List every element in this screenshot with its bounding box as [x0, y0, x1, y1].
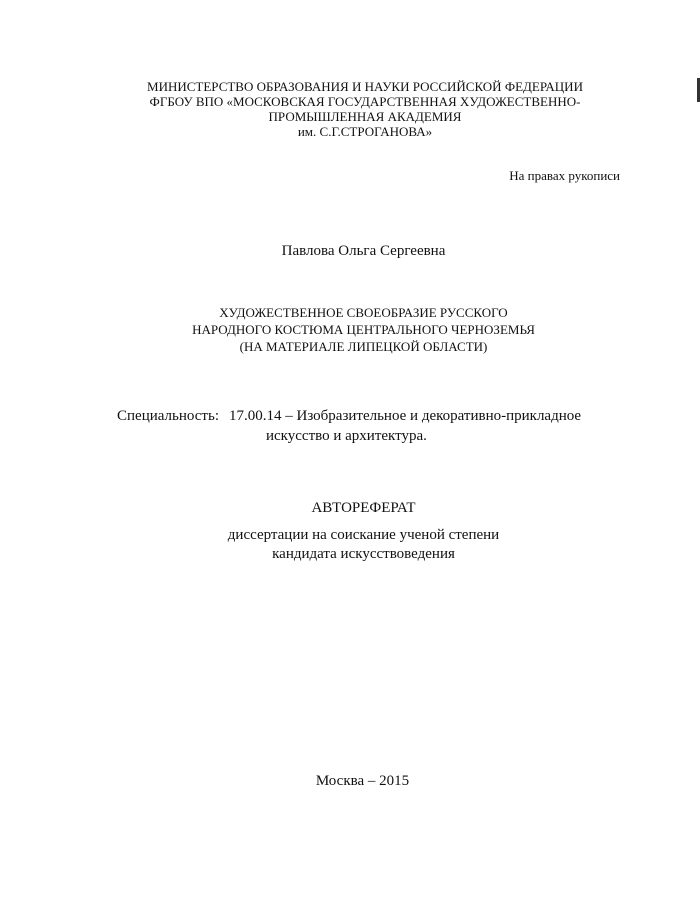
author-name: Павлова Ольга Сергеевна — [281, 243, 446, 259]
abstract-line-1: диссертации на соискание ученой степени — [227, 527, 500, 543]
abstract-description — [0, 526, 700, 564]
abstract-line-2: кандидата искусствоведения — [272, 546, 455, 562]
title-line-2: НАРОДНОГО КОСТЮМА ЦЕНТРАЛЬНОГО ЧЕРНОЗЕМЬЯ — [192, 322, 535, 337]
specialty-label: Специальность: — [117, 408, 219, 424]
place-and-year: Москва – 2015 — [315, 773, 410, 789]
header-line-ministry: МИНИСТЕРСТВО ОБРАЗОВАНИЯ И НАУКИ РОССИЙСКОЙ ФЕДЕРАЦИИ — [147, 79, 583, 94]
specialty-row — [117, 408, 581, 424]
header-line-named-after: им. С.Г.СТРОГАНОВА» — [297, 124, 433, 139]
rights-note: На правах рукописи — [509, 168, 620, 183]
header-line-academy: ПРОМЫШЛЕННАЯ АКАДЕМИЯ — [268, 109, 462, 124]
title-line-1: ХУДОЖЕСТВЕННОЕ СВОЕОБРАЗИЕ РУССКОГО — [219, 305, 508, 320]
specialty-block — [117, 406, 581, 446]
specialty-code: 17.00.14 – Изобразительное и декоративно-прикладное — [228, 408, 582, 424]
specialty-continuation: искусство и архитектура. — [266, 428, 427, 444]
dissertation-title — [0, 304, 700, 355]
abstract-label: АВТОРЕФЕРАТ — [311, 500, 416, 516]
header-line-institution: ФГБОУ ВПО «МОСКОВСКАЯ ГОСУДАРСТВЕННАЯ ХУДОЖЕСТВЕННО- — [149, 94, 581, 109]
institution-header — [0, 79, 700, 139]
title-line-3: (НА МАТЕРИАЛЕ ЛИПЕЦКОЙ ОБЛАСТИ) — [239, 339, 488, 354]
